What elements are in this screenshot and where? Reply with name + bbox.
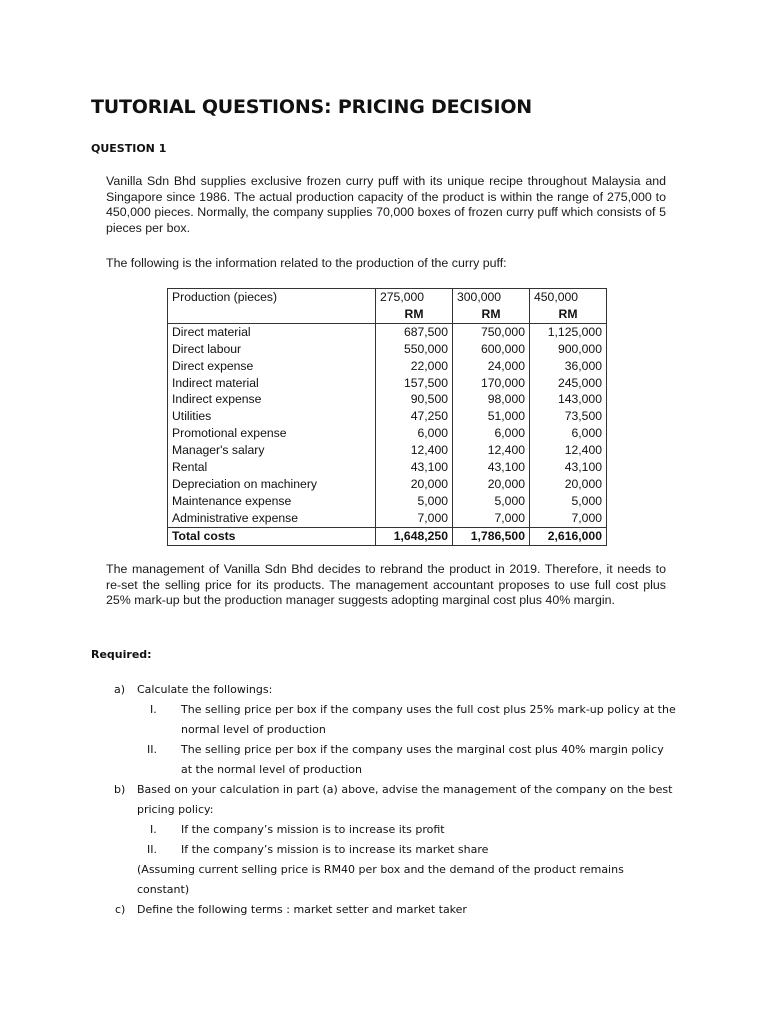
page-title: TUTORIAL QUESTIONS: PRICING DECISION	[91, 96, 532, 118]
question-b-line1: Based on your calculation in part (a) above, advise the management of the company on the best	[137, 783, 673, 796]
production-cost-table	[167, 288, 607, 546]
total-value-275000: 1,648,250	[376, 527, 453, 545]
question-a-marker: a)	[114, 683, 126, 696]
table-row	[168, 358, 607, 375]
header-label: Production (pieces)	[168, 289, 376, 306]
total-value-300000: 1,786,500	[453, 527, 530, 545]
row-value: 5,000	[530, 493, 607, 510]
question-b-note-line1: (Assuming current selling price is RM40 per box and the demand of the product remains	[137, 863, 624, 876]
row-value: 43,100	[530, 459, 607, 476]
table-row	[168, 459, 607, 476]
required-heading: Required:	[91, 648, 152, 661]
row-value: 20,000	[376, 476, 453, 493]
question-a-text: Calculate the followings:	[137, 683, 273, 696]
total-value-450000: 2,616,000	[530, 527, 607, 545]
unit-label: RM	[530, 306, 607, 323]
row-value: 143,000	[530, 391, 607, 408]
row-label: Direct labour	[168, 341, 376, 358]
row-value: 7,000	[376, 510, 453, 527]
row-label: Promotional expense	[168, 425, 376, 442]
row-value: 24,000	[453, 358, 530, 375]
row-value: 12,400	[453, 442, 530, 459]
question-b-ii-marker: II.	[147, 843, 157, 856]
row-value: 245,000	[530, 375, 607, 392]
question-c-text: Define the following terms : market setter and market taker	[137, 903, 467, 916]
table-row	[168, 323, 607, 340]
row-value: 600,000	[453, 341, 530, 358]
row-label: Rental	[168, 459, 376, 476]
question-b-note-line2: constant)	[137, 883, 190, 896]
row-value: 6,000	[453, 425, 530, 442]
question-b-line2: pricing policy:	[137, 803, 214, 816]
row-label: Indirect expense	[168, 391, 376, 408]
row-value: 6,000	[376, 425, 453, 442]
row-value: 7,000	[453, 510, 530, 527]
row-label: Direct expense	[168, 358, 376, 375]
question-a-i-marker: I.	[150, 703, 157, 716]
row-value: 750,000	[453, 323, 530, 340]
row-value: 1,125,000	[530, 323, 607, 340]
row-value: 36,000	[530, 358, 607, 375]
row-label: Indirect material	[168, 375, 376, 392]
question-b-i-text: If the company’s mission is to increase its profit	[181, 823, 445, 836]
row-value: 98,000	[453, 391, 530, 408]
question-a-i-line2: normal level of production	[181, 723, 326, 736]
question-b-i-marker: I.	[150, 823, 157, 836]
row-value: 6,000	[530, 425, 607, 442]
column-header-450000: 450,000	[530, 289, 607, 306]
unit-label: RM	[376, 306, 453, 323]
row-value: 90,500	[376, 391, 453, 408]
row-value: 900,000	[530, 341, 607, 358]
row-value: 20,000	[453, 476, 530, 493]
row-value: 550,000	[376, 341, 453, 358]
management-paragraph: The management of Vanilla Sdn Bhd decides to rebrand the product in 2019. Therefore, it needs to re-set the selling price for its products. The management accountant proposes to use full cost plus 25% mark-up but the production manager suggests adopting marginal cost plus 40% margin.	[106, 562, 666, 607]
cost-rows	[168, 323, 607, 527]
row-value: 22,000	[376, 358, 453, 375]
question-a-ii-line1: The selling price per box if the company uses the marginal cost plus 40% margin policy	[181, 743, 664, 756]
row-value: 5,000	[453, 493, 530, 510]
row-value: 43,100	[376, 459, 453, 476]
table-row	[168, 442, 607, 459]
table-row	[168, 408, 607, 425]
row-value: 157,500	[376, 375, 453, 392]
table-intro-paragraph: The following is the information related to the production of the curry puff:	[106, 256, 507, 270]
row-label: Administrative expense	[168, 510, 376, 527]
table-row	[168, 510, 607, 527]
row-value: 51,000	[453, 408, 530, 425]
column-header-275000: 275,000	[376, 289, 453, 306]
question-a-i-line1: The selling price per box if the company uses the full cost plus 25% mark-up policy at the	[181, 703, 676, 716]
table-row	[168, 476, 607, 493]
intro-paragraph: Vanilla Sdn Bhd supplies exclusive frozen curry puff with its unique recipe throughout Malaysia and Singapore since 1986. The actual production capacity of the product is within the range of 275,000 to 450,000 pieces. Normally, the company supplies 70,000 boxes of frozen curry puff which consists of 5 pieces per box.	[106, 174, 666, 235]
question-a-ii-marker: II.	[147, 743, 157, 756]
row-value: 687,500	[376, 323, 453, 340]
table-header-row	[168, 289, 607, 306]
row-value: 73,500	[530, 408, 607, 425]
table-row	[168, 493, 607, 510]
table-row	[168, 375, 607, 392]
table-unit-row	[168, 306, 607, 323]
row-value: 7,000	[530, 510, 607, 527]
row-value: 5,000	[376, 493, 453, 510]
row-value: 170,000	[453, 375, 530, 392]
row-value: 47,250	[376, 408, 453, 425]
row-value: 43,100	[453, 459, 530, 476]
unit-row-blank	[168, 306, 376, 323]
total-row	[168, 527, 607, 545]
column-header-300000: 300,000	[453, 289, 530, 306]
question-a-ii-line2: at the normal level of production	[181, 763, 362, 776]
row-value: 12,400	[530, 442, 607, 459]
question-b-marker: b)	[114, 783, 126, 796]
table-row	[168, 391, 607, 408]
table-row	[168, 425, 607, 442]
row-label: Maintenance expense	[168, 493, 376, 510]
row-label: Direct material	[168, 323, 376, 340]
row-label: Depreciation on machinery	[168, 476, 376, 493]
total-label: Total costs	[168, 527, 376, 545]
unit-label: RM	[453, 306, 530, 323]
question-b-ii-text: If the company’s mission is to increase its market share	[181, 843, 489, 856]
row-label: Utilities	[168, 408, 376, 425]
table-row	[168, 341, 607, 358]
row-value: 12,400	[376, 442, 453, 459]
row-value: 20,000	[530, 476, 607, 493]
question-heading: QUESTION 1	[91, 142, 167, 155]
row-label: Manager's salary	[168, 442, 376, 459]
question-c-marker: c)	[115, 903, 126, 916]
